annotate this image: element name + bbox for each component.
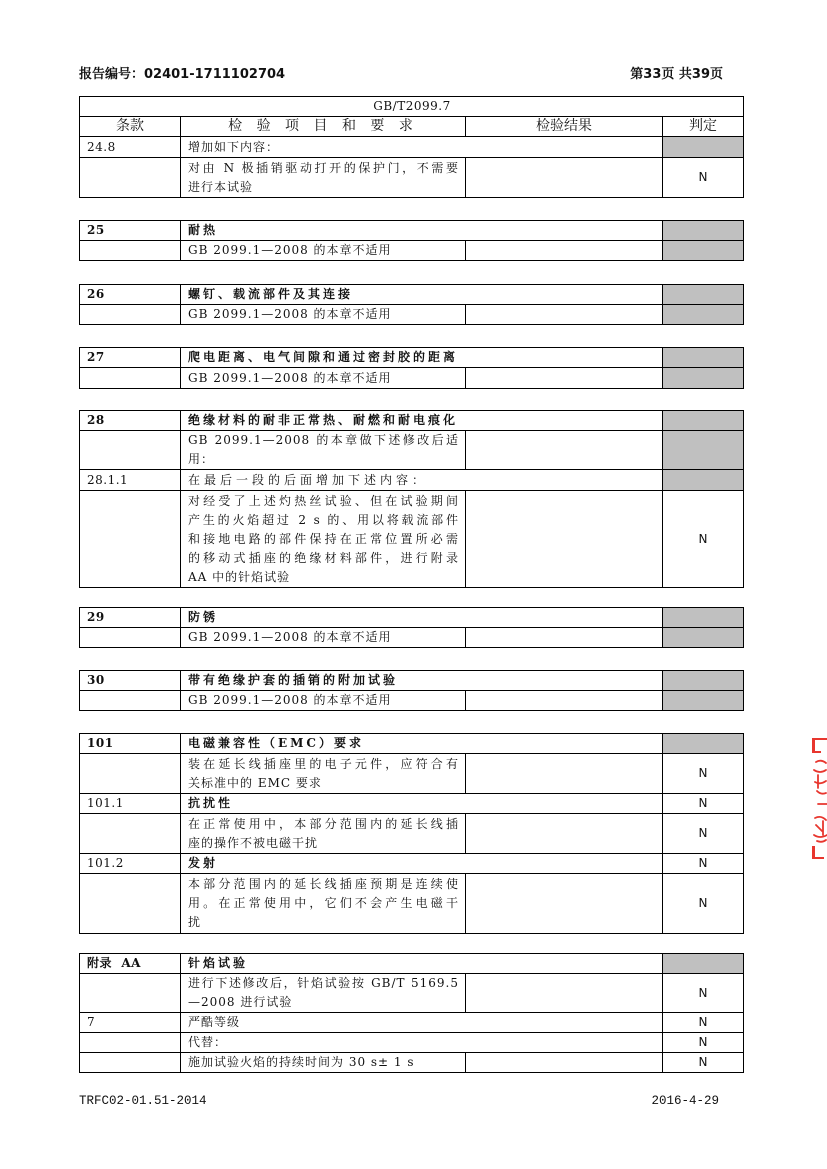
section-title-row (80, 411, 744, 431)
result-cell (466, 974, 663, 1013)
form-date: 2016-4-29 (651, 1094, 719, 1108)
requirement-line: 装在延长线插座里的电子元件，应符合有 (188, 756, 459, 771)
result-column-header: 检验结果 (466, 117, 663, 137)
table-row (80, 137, 744, 158)
table-row (80, 854, 744, 874)
requirement-line: 的移动式插座的绝缘材料部件，进行附录 (188, 550, 459, 565)
requirement-line: 进行下述修改后，针焰试验按 GB/T 5169.5 (188, 976, 459, 990)
section-title: 绝缘材料的耐非正常热、耐燃和耐电痕化 (181, 411, 663, 431)
clause-table-28 (79, 410, 744, 588)
result-cell (466, 158, 663, 198)
requirement-cell (181, 814, 466, 854)
clause-number: 101 (80, 734, 181, 754)
requirement-cell (181, 691, 466, 711)
requirement-column-header: 检 验 项 目 和 要 求 (181, 117, 466, 137)
clause-number: 附录 AA (80, 954, 181, 974)
requirement-line: 对由 N 极插销驱动打开的保护门，不需要 (188, 160, 459, 175)
not-applicable-cell (663, 628, 744, 648)
requirement-line: 施加试验火焰的持续时间为 30 s± 1 s (188, 1055, 415, 1069)
table-row (80, 1053, 744, 1073)
requirement-cell (181, 368, 466, 389)
table-row (80, 874, 744, 934)
requirement-line: 在正常使用中，本部分范围内的延长线插 (188, 816, 459, 831)
clause-table-27 (79, 347, 744, 389)
clause-table-24-8 (79, 96, 744, 198)
requirement-line: 产生的火焰超过 2 s 的、用以将载流部件 (188, 512, 459, 527)
table-row (80, 368, 744, 389)
verdict-cell: N (663, 814, 744, 854)
clause-number (80, 814, 181, 854)
not-applicable-cell (663, 734, 744, 754)
verdict-cell: N (663, 1053, 744, 1073)
not-applicable-cell (663, 305, 744, 325)
requirement-cell (181, 874, 466, 934)
table-row (80, 794, 744, 814)
section-title-row (80, 671, 744, 691)
not-applicable-cell (663, 137, 744, 158)
clause-number (80, 241, 181, 261)
clause-number: 101.2 (80, 854, 181, 874)
clause-number (80, 874, 181, 934)
verdict-cell: N (663, 158, 744, 198)
section-title: 防锈 (181, 608, 663, 628)
requirement-line: GB 2099.1—2008 的本章不适用 (188, 693, 392, 707)
requirement-line: 增加如下内容： (188, 139, 280, 154)
requirement-cell (181, 754, 466, 794)
requirement-line: GB 2099.1—2008 的本章做下述修改后适 (188, 433, 459, 447)
requirement-line: 座的操作不被电磁干扰 (188, 835, 319, 850)
clause-number (80, 754, 181, 794)
requirement-line: 代替： (188, 1035, 228, 1049)
requirement-cell (181, 974, 466, 1013)
requirement-line: GB 2099.1—2008 的本章不适用 (188, 243, 392, 257)
requirement-line: 进行本试验 (188, 179, 254, 194)
clause-number (80, 491, 181, 588)
verdict-column-header: 判定 (663, 117, 744, 137)
result-cell (466, 305, 663, 325)
requirement-line: 本部分范围内的延长线插座预期是连续使 (188, 877, 459, 891)
verdict-cell: N (663, 874, 744, 934)
requirement-line: —2008 进行试验 (188, 995, 293, 1009)
requirement-line: AA 中的针焰试验 (188, 569, 291, 584)
standard-row (80, 97, 744, 117)
clause-table-25 (79, 220, 744, 261)
requirement-cell (181, 491, 466, 588)
requirement-line: GB 2099.1—2008 的本章不适用 (188, 307, 392, 321)
table-row (80, 691, 744, 711)
result-cell (466, 691, 663, 711)
subsection-title: 发射 (181, 854, 663, 874)
requirement-cell (181, 628, 466, 648)
result-cell (466, 241, 663, 261)
not-applicable-cell (663, 348, 744, 368)
clause-number (80, 1053, 181, 1073)
requirement-line: 和接地电路的部件保持在正常位置所必需 (188, 531, 459, 546)
section-title: 耐热 (181, 221, 663, 241)
requirement-cell (181, 137, 663, 158)
clause-number: 29 (80, 608, 181, 628)
not-applicable-cell (663, 470, 744, 491)
section-title-row (80, 221, 744, 241)
requirement-cell (181, 1033, 663, 1053)
table-row (80, 1033, 744, 1053)
table-row (80, 974, 744, 1013)
verdict-cell: N (663, 854, 744, 874)
clause-number (80, 974, 181, 1013)
clause-number: 25 (80, 221, 181, 241)
not-applicable-cell (663, 221, 744, 241)
clause-number (80, 431, 181, 470)
result-cell (466, 874, 663, 934)
result-cell (466, 431, 663, 470)
section-title-row (80, 734, 744, 754)
clause-number (80, 158, 181, 198)
table-row (80, 1013, 744, 1033)
clause-table-29 (79, 607, 744, 648)
verdict-cell: N (663, 1013, 744, 1033)
section-title: 针焰试验 (181, 954, 663, 974)
not-applicable-cell (663, 608, 744, 628)
table-row (80, 470, 744, 491)
requirement-line: GB 2099.1—2008 的本章不适用 (188, 370, 392, 385)
not-applicable-cell (663, 241, 744, 261)
result-cell (466, 628, 663, 648)
verdict-cell: N (663, 754, 744, 794)
not-applicable-cell (663, 671, 744, 691)
requirement-line: 扰 (188, 915, 202, 929)
table-row (80, 491, 744, 588)
verdict-cell: N (663, 794, 744, 814)
verdict-cell: N (663, 1033, 744, 1053)
not-applicable-cell (663, 431, 744, 470)
clause-number (80, 691, 181, 711)
result-cell (466, 754, 663, 794)
result-cell (466, 491, 663, 588)
section-title: 电磁兼容性（EMC）要求 (181, 734, 663, 754)
clause-column-header: 条款 (80, 117, 181, 137)
clause-number (80, 1033, 181, 1053)
table-row (80, 754, 744, 794)
standard-number: GB/T2099.7 (80, 97, 744, 117)
clause-number: 30 (80, 671, 181, 691)
clause-table-26 (79, 284, 744, 325)
requirement-cell (181, 305, 466, 325)
section-title: 爬电距离、电气间隙和通过密封胶的距离 (181, 348, 663, 368)
clause-number: 28.1.1 (80, 470, 181, 491)
section-title-row (80, 608, 744, 628)
not-applicable-cell (663, 954, 744, 974)
clause-number (80, 368, 181, 389)
clause-table-101 (79, 733, 744, 934)
table-row (80, 158, 744, 198)
column-header-row (80, 117, 744, 137)
subsection-title: 抗扰性 (181, 794, 663, 814)
table-row (80, 241, 744, 261)
requirement-line: GB 2099.1—2008 的本章不适用 (188, 630, 392, 644)
clause-number: 24.8 (80, 137, 181, 158)
table-row (80, 431, 744, 470)
clause-number: 26 (80, 285, 181, 305)
page-indicator: 第33页 共39页 (630, 67, 723, 82)
requirement-line: 用。在正常使用中，它们不会产生电磁干 (188, 896, 459, 910)
clause-number: 28 (80, 411, 181, 431)
requirement-line: 关标准中的 EMC 要求 (188, 775, 322, 790)
clause-number (80, 628, 181, 648)
table-row (80, 814, 744, 854)
clause-table-annex-aa (79, 953, 744, 1073)
table-row (80, 305, 744, 325)
section-title-row (80, 348, 744, 368)
requirement-cell (181, 158, 466, 198)
clause-number (80, 305, 181, 325)
requirement-cell (181, 431, 466, 470)
requirement-cell: 在最后一段的后面增加下述内容： (181, 470, 663, 491)
clause-number: 101.1 (80, 794, 181, 814)
form-number: TRFC02-01.51-2014 (79, 1094, 207, 1108)
requirement-cell (181, 241, 466, 261)
section-title: 带有绝缘护套的插销的附加试验 (181, 671, 663, 691)
section-title-row (80, 954, 744, 974)
requirement-line: 严酷等级 (188, 1015, 241, 1029)
requirement-cell (181, 1053, 466, 1073)
not-applicable-cell (663, 411, 744, 431)
requirement-line: 用： (188, 452, 215, 466)
requirement-cell (181, 1013, 663, 1033)
not-applicable-cell (663, 368, 744, 389)
table-row (80, 628, 744, 648)
verdict-cell: N (663, 491, 744, 588)
result-cell (466, 814, 663, 854)
verdict-cell: N (663, 974, 744, 1013)
result-cell (466, 368, 663, 389)
report-number: 报告编号：02401-1711102704 (79, 67, 286, 82)
clause-number: 7 (80, 1013, 181, 1033)
section-title-row (80, 285, 744, 305)
section-title: 螺钉、载流部件及其连接 (181, 285, 663, 305)
requirement-line: 对经受了上述灼热丝试验、但在试验期间 (188, 493, 459, 508)
red-seal-stamp (806, 735, 827, 861)
not-applicable-cell (663, 285, 744, 305)
clause-number: 27 (80, 348, 181, 368)
clause-table-30 (79, 670, 744, 711)
not-applicable-cell (663, 691, 744, 711)
result-cell (466, 1053, 663, 1073)
